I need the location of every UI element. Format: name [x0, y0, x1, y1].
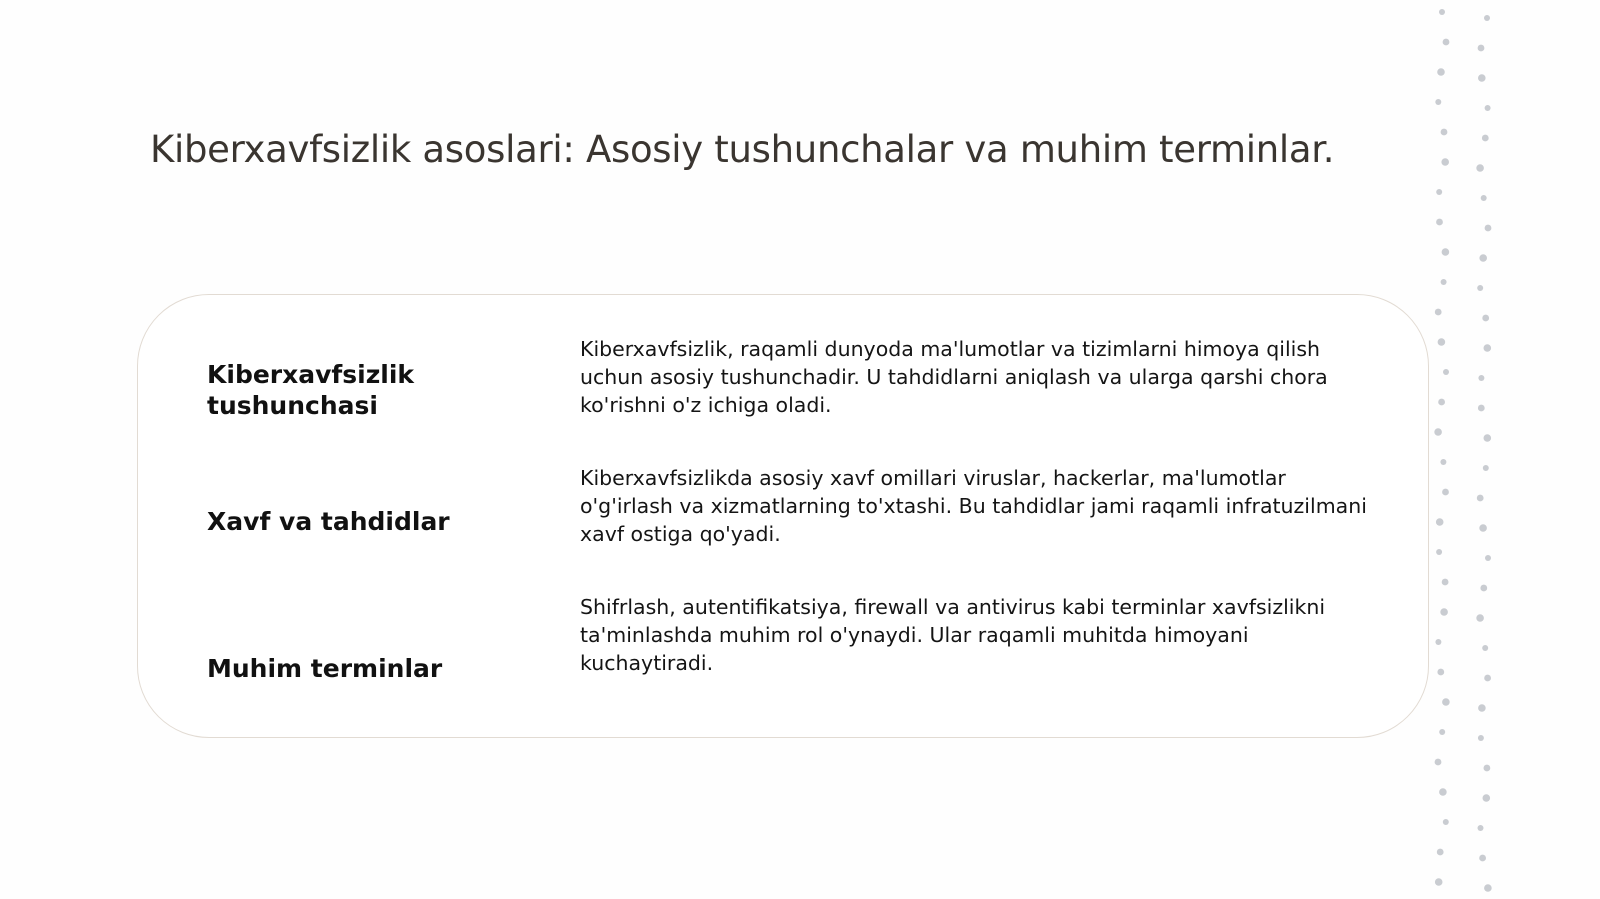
decorative-dot: [1484, 434, 1492, 442]
decorative-dot: [1438, 338, 1446, 346]
decorative-dot: [1480, 585, 1487, 592]
decorative-dot: [1440, 608, 1448, 616]
slide-title: Kiberxavfsizlik asoslari: Asosiy tushunchalar va muhim terminlar.: [150, 128, 1335, 171]
term-label: Muhim terminlar: [207, 654, 443, 683]
decorative-dot: [1442, 579, 1449, 586]
decorative-dot: [1482, 135, 1489, 142]
decorative-dot: [1442, 698, 1450, 706]
decorative-dot: [1478, 74, 1486, 82]
decorative-dot: [1482, 645, 1488, 651]
decorative-dot: [1478, 45, 1485, 52]
decorative-dot: [1478, 405, 1485, 412]
decorative-dot: [1484, 884, 1492, 892]
decorative-dot: [1440, 459, 1446, 465]
decorative-dot: [1441, 158, 1449, 166]
decorative-dot: [1485, 225, 1492, 232]
decorative-dot: [1481, 195, 1487, 201]
decorative-dot: [1438, 399, 1445, 406]
decorative-dot: [1476, 614, 1484, 622]
decorative-dot: [1479, 254, 1487, 262]
decorative-dot: [1485, 555, 1491, 561]
decorative-dot: [1478, 825, 1484, 831]
decorative-dot: [1436, 518, 1444, 526]
decorative-dot: [1441, 279, 1447, 285]
decorative-dot: [1485, 105, 1491, 111]
decorative-dot: [1482, 315, 1489, 322]
decorative-dot: [1443, 39, 1450, 46]
decorative-dot: [1441, 129, 1448, 136]
decorative-dot: [1483, 794, 1491, 802]
decorative-dot: [1478, 704, 1486, 712]
decorative-dot: [1478, 735, 1484, 741]
decorative-dot: [1439, 729, 1445, 735]
decorative-dot: [1484, 15, 1490, 21]
decorative-dot: [1436, 549, 1442, 555]
decorative-dot: [1443, 369, 1449, 375]
decorative-dot: [1443, 819, 1449, 825]
term-label: Kiberxavfsizlik tushunchasi: [207, 360, 415, 420]
decorative-dot: [1477, 495, 1484, 502]
decorative-dot: [1437, 669, 1444, 676]
decorative-dot: [1435, 639, 1441, 645]
decorative-dot: [1435, 99, 1441, 105]
decorative-dot: [1479, 855, 1486, 862]
decorative-dot: [1483, 465, 1489, 471]
decorative-dot: [1476, 164, 1484, 172]
decorative-dot: [1436, 219, 1443, 226]
decorative-dot: [1439, 788, 1447, 796]
decorative-dot: [1435, 309, 1442, 316]
decorative-dot: [1484, 765, 1491, 772]
decorative-dot: [1439, 9, 1445, 15]
term-description: Shifrlash, autentifikatsiya, firewall va antivirus kabi terminlar xavfsizlikni ta'minlashda muhim rol o'ynaydi. Ular raqamli muhitda himoyani kuchaytiradi.: [580, 595, 1326, 675]
decorative-dot: [1484, 344, 1492, 352]
term-description: Kiberxavfsizlikda asosiy xavf omillari viruslar, hackerlar, ma'lumotlar o'g'irlash va xizmatlarning to'xtashi. Bu tahdidlar jami raqamli infratuzilmani xavf ostiga qo'yadi.: [580, 466, 1367, 546]
decorative-dot-pattern: [1420, 0, 1510, 899]
decorative-dot: [1484, 675, 1491, 682]
decorative-dot: [1477, 285, 1483, 291]
decorative-dot: [1478, 375, 1484, 381]
decorative-dot: [1436, 189, 1442, 195]
decorative-dot: [1437, 849, 1444, 856]
decorative-dot: [1442, 489, 1449, 496]
decorative-dot: [1435, 759, 1442, 766]
term-label: Xavf va tahdidlar: [207, 507, 450, 536]
term-description: Kiberxavfsizlik, raqamli dunyoda ma'lumotlar va tizimlarni himoya qilish uchun asosiy tushunchadir. U tahdidlarni aniqlash va ularga qarshi chora ko'rishni o'z ichiga oladi.: [580, 337, 1328, 417]
decorative-dot: [1435, 878, 1443, 886]
decorative-dot: [1434, 428, 1442, 436]
decorative-dot: [1479, 524, 1487, 532]
decorative-dot: [1442, 248, 1450, 256]
decorative-dot: [1437, 68, 1445, 76]
